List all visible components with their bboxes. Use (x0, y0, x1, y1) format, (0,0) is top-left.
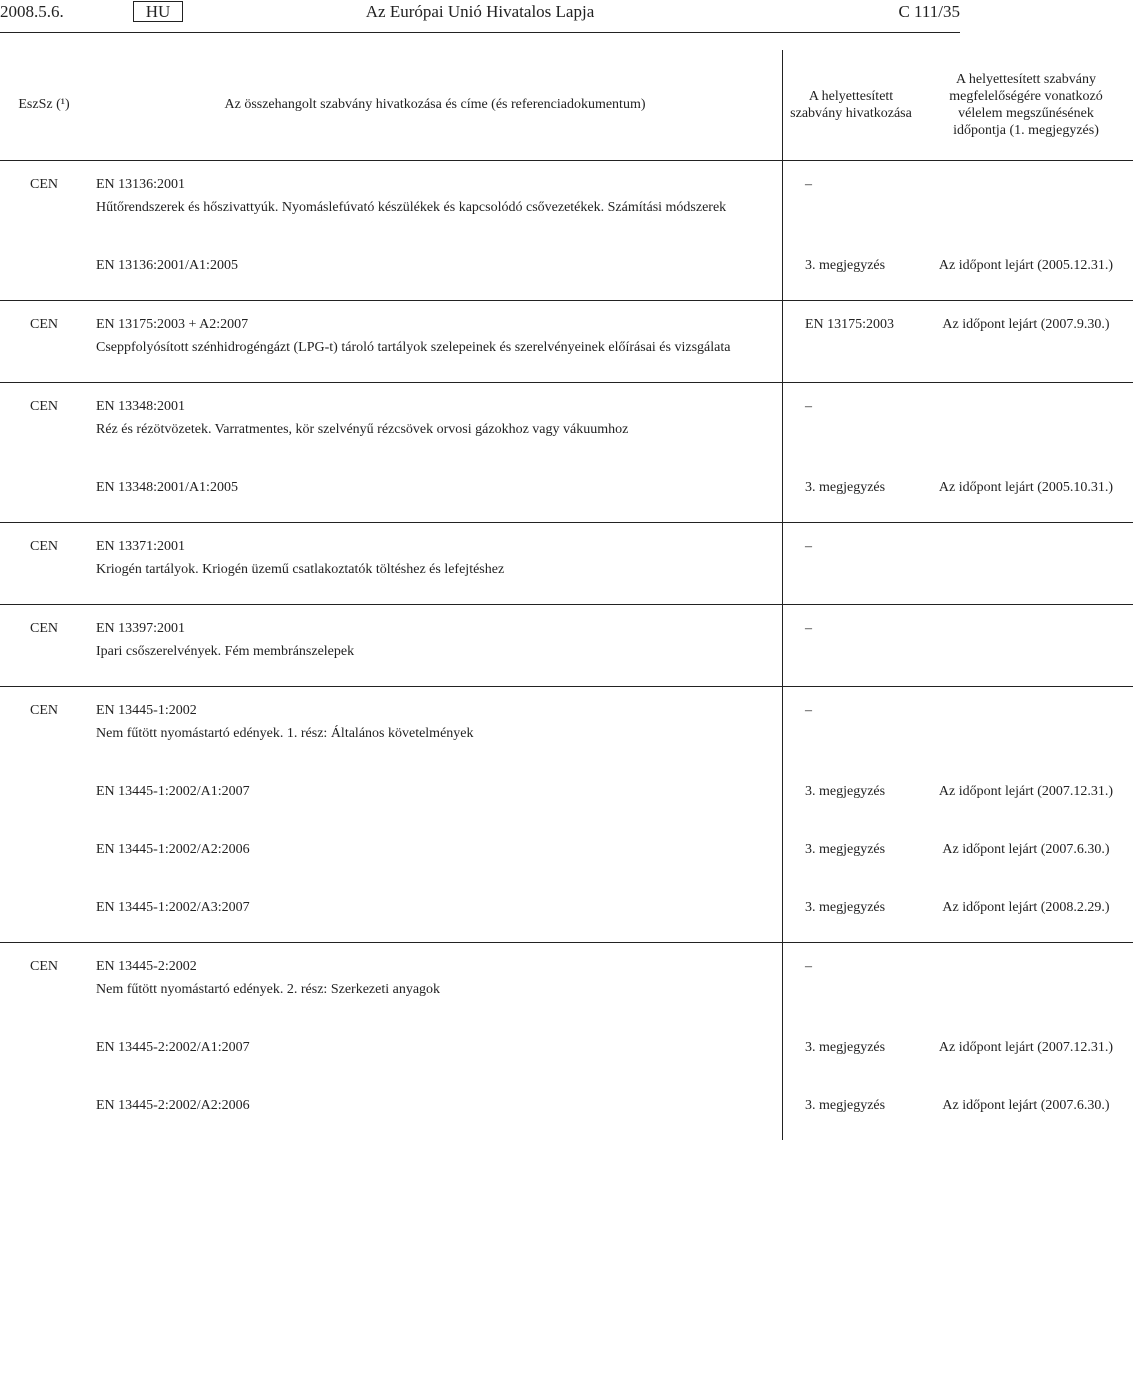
cessation-date: Az időpont lejárt (2007.9.30.) (942, 316, 1110, 332)
replaced-cell (783, 242, 920, 301)
reference-code: EN 13175:2003 + A2:2007 (96, 316, 249, 332)
replaced-cell (783, 522, 920, 604)
table-row (0, 242, 1133, 301)
replaced-value: 3. megjegyzés (805, 1097, 886, 1113)
replaced-value: 3. megjegyzés (805, 257, 886, 273)
esz-value: CEN (30, 620, 58, 636)
reference-cell (88, 522, 783, 604)
col-header-esz: EszSz (¹) (0, 50, 88, 160)
reference-code: EN 13445-1:2002/A3:2007 (96, 899, 250, 915)
replaced-cell (783, 382, 920, 464)
reference-code: EN 13445-2:2002 (96, 958, 197, 974)
table-row (0, 160, 1133, 242)
replaced-cell (783, 464, 920, 523)
standard-title: Kriogén tartályok. Kriogén üzemű csatlakoztatók töltéshez és lefejtéshez (96, 561, 505, 577)
esz-cell (0, 942, 88, 1024)
replaced-value: 3. megjegyzés (805, 841, 886, 857)
date-cell (919, 942, 1133, 1024)
table-row (0, 826, 1133, 884)
esz-cell (0, 1082, 88, 1140)
date-cell (919, 826, 1133, 884)
replaced-cell (783, 1024, 920, 1082)
reference-code: EN 13348:2001 (96, 398, 186, 414)
replaced-cell (783, 884, 920, 943)
esz-value: CEN (30, 398, 58, 414)
replaced-value: EN 13175:2003 (805, 316, 895, 332)
col-header-replaced: A helyettesített szabvány hivatkozása (783, 50, 920, 160)
cessation-date: Az időpont lejárt (2008.2.29.) (942, 899, 1110, 915)
reference-cell (88, 464, 783, 523)
table-row (0, 686, 1133, 768)
table-row (0, 884, 1133, 943)
reference-code: EN 13445-1:2002/A2:2006 (96, 841, 250, 857)
reference-code: EN 13371:2001 (96, 538, 186, 554)
esz-cell (0, 826, 88, 884)
reference-code: EN 13445-1:2002/A1:2007 (96, 783, 250, 799)
reference-cell (88, 604, 783, 686)
date-cell (919, 604, 1133, 686)
page-header (0, 0, 960, 26)
reference-code: EN 13136:2001/A1:2005 (96, 257, 238, 273)
reference-cell (88, 160, 783, 242)
esz-cell (0, 686, 88, 768)
replaced-value: 3. megjegyzés (805, 899, 886, 915)
standard-title: Cseppfolyósított szénhidrogéngázt (LPG-t) tároló tartályok szelepeinek és szerelvényeinek előírásai és vizsgálata (96, 339, 731, 355)
reference-cell (88, 942, 783, 1024)
date-cell (919, 686, 1133, 768)
replaced-cell (783, 300, 920, 382)
cessation-date: Az időpont lejárt (2005.10.31.) (938, 479, 1114, 495)
table-row (0, 382, 1133, 464)
replaced-value: – (805, 702, 812, 718)
reference-code: EN 13348:2001/A1:2005 (96, 479, 238, 495)
table-header-row (0, 50, 1133, 160)
replaced-value: – (805, 398, 812, 414)
replaced-value: – (805, 958, 812, 974)
table-row (0, 464, 1133, 523)
table-row (0, 522, 1133, 604)
date-cell (919, 522, 1133, 604)
replaced-cell (783, 942, 920, 1024)
date-cell (919, 464, 1133, 523)
replaced-cell (783, 768, 920, 826)
esz-value: CEN (30, 538, 58, 554)
reference-cell (88, 686, 783, 768)
replaced-value: 3. megjegyzés (805, 479, 886, 495)
esz-cell (0, 522, 88, 604)
reference-code: EN 13445-2:2002/A2:2006 (96, 1097, 250, 1113)
cessation-date: Az időpont lejárt (2007.6.30.) (942, 1097, 1110, 1113)
reference-cell (88, 1024, 783, 1082)
header-date: 2008.5.6. (0, 2, 64, 21)
esz-cell (0, 242, 88, 301)
replaced-cell (783, 826, 920, 884)
esz-value: CEN (30, 176, 58, 192)
esz-cell (0, 464, 88, 523)
esz-value: CEN (30, 316, 58, 332)
date-cell (919, 1024, 1133, 1082)
table-row (0, 768, 1133, 826)
date-cell (919, 884, 1133, 943)
language-box: HU (133, 1, 183, 22)
standards-table (0, 50, 1133, 1140)
replaced-value: 3. megjegyzés (805, 1039, 886, 1055)
reference-code: EN 13445-2:2002/A1:2007 (96, 1039, 250, 1055)
col-header-date: A helyettesített szabvány megfelelőségére vonatkozó vélelem megszűnésének időpontja (1. megjegyzés) (919, 50, 1133, 160)
esz-cell (0, 604, 88, 686)
esz-cell (0, 768, 88, 826)
replaced-cell (783, 160, 920, 242)
reference-cell (88, 826, 783, 884)
table-body (0, 160, 1133, 1140)
standard-title: Hűtőrendszerek és hőszivattyúk. Nyomáslefúvató készülékek és kapcsolódó csővezetékek. Számítási módszerek (96, 199, 727, 215)
esz-cell (0, 160, 88, 242)
esz-cell (0, 884, 88, 943)
cessation-date: Az időpont lejárt (2007.6.30.) (942, 841, 1110, 857)
reference-cell (88, 1082, 783, 1140)
reference-code: EN 13136:2001 (96, 176, 186, 192)
esz-cell (0, 1024, 88, 1082)
reference-cell (88, 768, 783, 826)
reference-cell (88, 242, 783, 301)
esz-cell (0, 382, 88, 464)
date-cell (919, 382, 1133, 464)
replaced-value: – (805, 538, 812, 554)
table-row (0, 1024, 1133, 1082)
header-rule (0, 32, 960, 33)
date-cell (919, 300, 1133, 382)
table-row (0, 300, 1133, 382)
replaced-cell (783, 604, 920, 686)
replaced-cell (783, 1082, 920, 1140)
page-number: C 111/35 (898, 2, 960, 21)
replaced-cell (783, 686, 920, 768)
replaced-value: – (805, 620, 812, 636)
table-row (0, 604, 1133, 686)
standard-title: Nem fűtött nyomástartó edények. 1. rész: Általános követelmények (96, 725, 474, 741)
journal-title: Az Európai Unió Hivatalos Lapja (365, 2, 595, 21)
standard-title: Réz és rézötvözetek. Varratmentes, kör szelvényű rézcsövek orvosi gázokhoz vagy vákuumhoz (96, 421, 629, 437)
esz-value: CEN (30, 702, 58, 718)
esz-cell (0, 300, 88, 382)
date-cell (919, 768, 1133, 826)
esz-value: CEN (30, 958, 58, 974)
col-header-reference: Az összehangolt szabvány hivatkozása és címe (és referenciadokumentum) (88, 50, 783, 160)
standard-title: Nem fűtött nyomástartó edények. 2. rész: Szerkezeti anyagok (96, 981, 441, 997)
table-row (0, 1082, 1133, 1140)
table-row (0, 942, 1133, 1024)
reference-code: EN 13445-1:2002 (96, 702, 197, 718)
date-cell (919, 1082, 1133, 1140)
date-cell (919, 160, 1133, 242)
cessation-date: Az időpont lejárt (2005.12.31.) (938, 257, 1114, 273)
standard-title: Ipari csőszerelvények. Fém membránszelepek (96, 643, 355, 659)
date-cell (919, 242, 1133, 301)
reference-code: EN 13397:2001 (96, 620, 186, 636)
cessation-date: Az időpont lejárt (2007.12.31.) (938, 1039, 1114, 1055)
replaced-value: – (805, 176, 812, 192)
replaced-value: 3. megjegyzés (805, 783, 886, 799)
cessation-date: Az időpont lejárt (2007.12.31.) (938, 783, 1114, 799)
reference-cell (88, 382, 783, 464)
reference-cell (88, 884, 783, 943)
reference-cell (88, 300, 783, 382)
